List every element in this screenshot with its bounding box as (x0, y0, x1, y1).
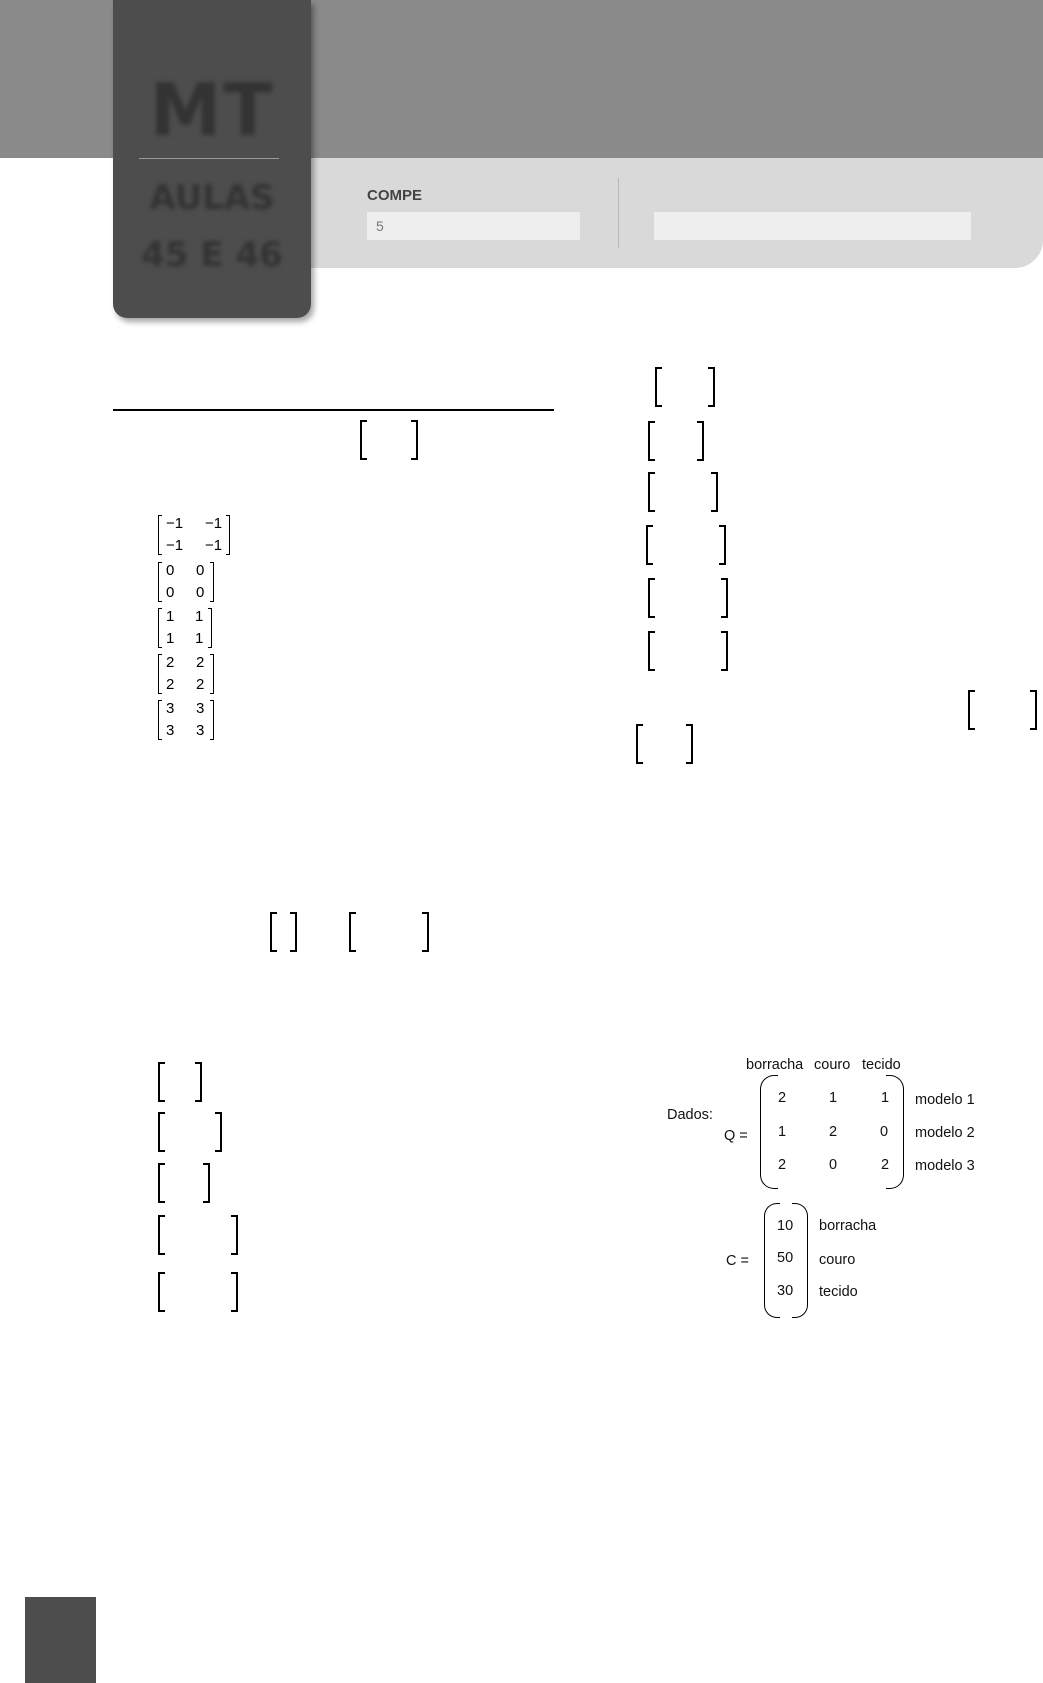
c-label: C = (726, 1253, 749, 1269)
bracket-right (231, 1215, 238, 1255)
tab-divider (139, 158, 279, 159)
matrix-cell: 3 (166, 700, 175, 717)
option-matrix (158, 560, 238, 604)
bracket-right (215, 1112, 222, 1152)
matrix-cell: −1 (205, 537, 223, 554)
matrix-bracket-right (210, 562, 214, 602)
bracket-right (290, 912, 297, 952)
bracket-left (360, 420, 367, 460)
subject-tab (113, 0, 311, 318)
col-header: couro (814, 1057, 851, 1073)
matrix-bracket-right (226, 515, 230, 555)
c-cell: 30 (777, 1283, 794, 1299)
row-label: modelo 2 (915, 1125, 975, 1141)
matrix-cell: 1 (166, 630, 175, 647)
bracket-right (195, 1062, 202, 1102)
matrix-bracket-left (158, 515, 162, 555)
bracket-left (636, 724, 643, 764)
q-cell: 1 (778, 1124, 787, 1140)
bracket-left (158, 1272, 165, 1312)
option-matrix (158, 606, 238, 650)
bracket-left (648, 631, 655, 671)
matrix-cell: −1 (166, 515, 184, 532)
bracket-right (721, 578, 728, 618)
matrix-cell: 2 (166, 676, 175, 693)
row-label: modelo 3 (915, 1158, 975, 1174)
bracket-right (203, 1163, 210, 1203)
bracket-left (158, 1215, 165, 1255)
lesson-label: AULAS (149, 178, 275, 218)
q-cell: 2 (881, 1157, 890, 1173)
row-label: borracha (819, 1218, 877, 1234)
compe-label: COMPE (367, 187, 423, 204)
bracket-left (968, 690, 975, 730)
q-cell: 0 (829, 1157, 838, 1173)
bracket-right (708, 367, 715, 407)
c-cell: 50 (777, 1250, 794, 1266)
lesson-numbers: 45 E 46 (141, 235, 283, 275)
bracket-left (158, 1112, 165, 1152)
row-label: modelo 1 (915, 1092, 975, 1108)
q-cell: 2 (778, 1090, 787, 1106)
bracket-right (711, 472, 718, 512)
bracket-right (422, 912, 429, 952)
row-label: tecido (819, 1284, 858, 1300)
matrix-cell: −1 (166, 537, 184, 554)
bracket-left (646, 525, 653, 565)
col-header: borracha (746, 1057, 804, 1073)
matrix-cell: 0 (166, 562, 175, 579)
option-matrix (158, 652, 238, 696)
col-header: tecido (862, 1057, 901, 1073)
matrix-cell: 0 (196, 584, 205, 601)
habilidade-field (654, 212, 971, 240)
matrix-bracket-left (158, 562, 162, 602)
option-matrix (158, 698, 238, 742)
matrix-cell: 3 (196, 700, 205, 717)
dados-label: Dados: (667, 1107, 713, 1123)
q-cell: 1 (829, 1090, 838, 1106)
bracket-left (349, 912, 356, 952)
bracket-left (158, 1062, 165, 1102)
bracket-left (270, 912, 277, 952)
header-separator (618, 178, 619, 248)
bracket-left (158, 1163, 165, 1203)
section-rule (113, 409, 554, 411)
matrix-cell: 2 (196, 654, 205, 671)
matrix-bracket-left (158, 700, 162, 740)
bracket-right (719, 525, 726, 565)
matrix-cell: 2 (166, 654, 175, 671)
bracket-left (648, 472, 655, 512)
matrix-cell: 3 (166, 722, 175, 739)
row-label: couro (819, 1252, 856, 1268)
q-label: Q = (724, 1128, 748, 1144)
matrix-cell: 2 (196, 676, 205, 693)
option-matrix (158, 513, 238, 557)
matrix-cell: 3 (196, 722, 205, 739)
matrix-cell: 0 (166, 584, 175, 601)
matrix-bracket-right (208, 608, 212, 648)
matrix-bracket-left (158, 608, 162, 648)
matrix-bracket-right (210, 700, 214, 740)
matrix-cell: 1 (195, 608, 204, 625)
c-cell: 10 (777, 1218, 794, 1234)
bracket-right (697, 421, 704, 461)
bracket-right (231, 1272, 238, 1312)
matrix-bracket-left (158, 654, 162, 694)
q-cell: 2 (829, 1124, 838, 1140)
matrix-bracket-right (210, 654, 214, 694)
bracket-right (721, 631, 728, 671)
matrix-cell: −1 (205, 515, 223, 532)
q-cell: 0 (880, 1124, 889, 1140)
subject-code: MT (149, 68, 275, 152)
matrix-cell: 0 (196, 562, 205, 579)
bracket-right (686, 724, 693, 764)
compe-field: 5 (367, 212, 580, 240)
bracket-right (411, 420, 418, 460)
bracket-left (655, 367, 662, 407)
bracket-left (648, 578, 655, 618)
bracket-right (1030, 690, 1037, 730)
q-cell: 2 (778, 1157, 787, 1173)
matrix-cell: 1 (195, 630, 204, 647)
paren-left (760, 1075, 778, 1189)
q-cell: 1 (881, 1090, 890, 1106)
paren-right (792, 1203, 808, 1318)
matrix-cell: 1 (166, 608, 175, 625)
bracket-left (648, 421, 655, 461)
page-corner-block (25, 1597, 96, 1683)
